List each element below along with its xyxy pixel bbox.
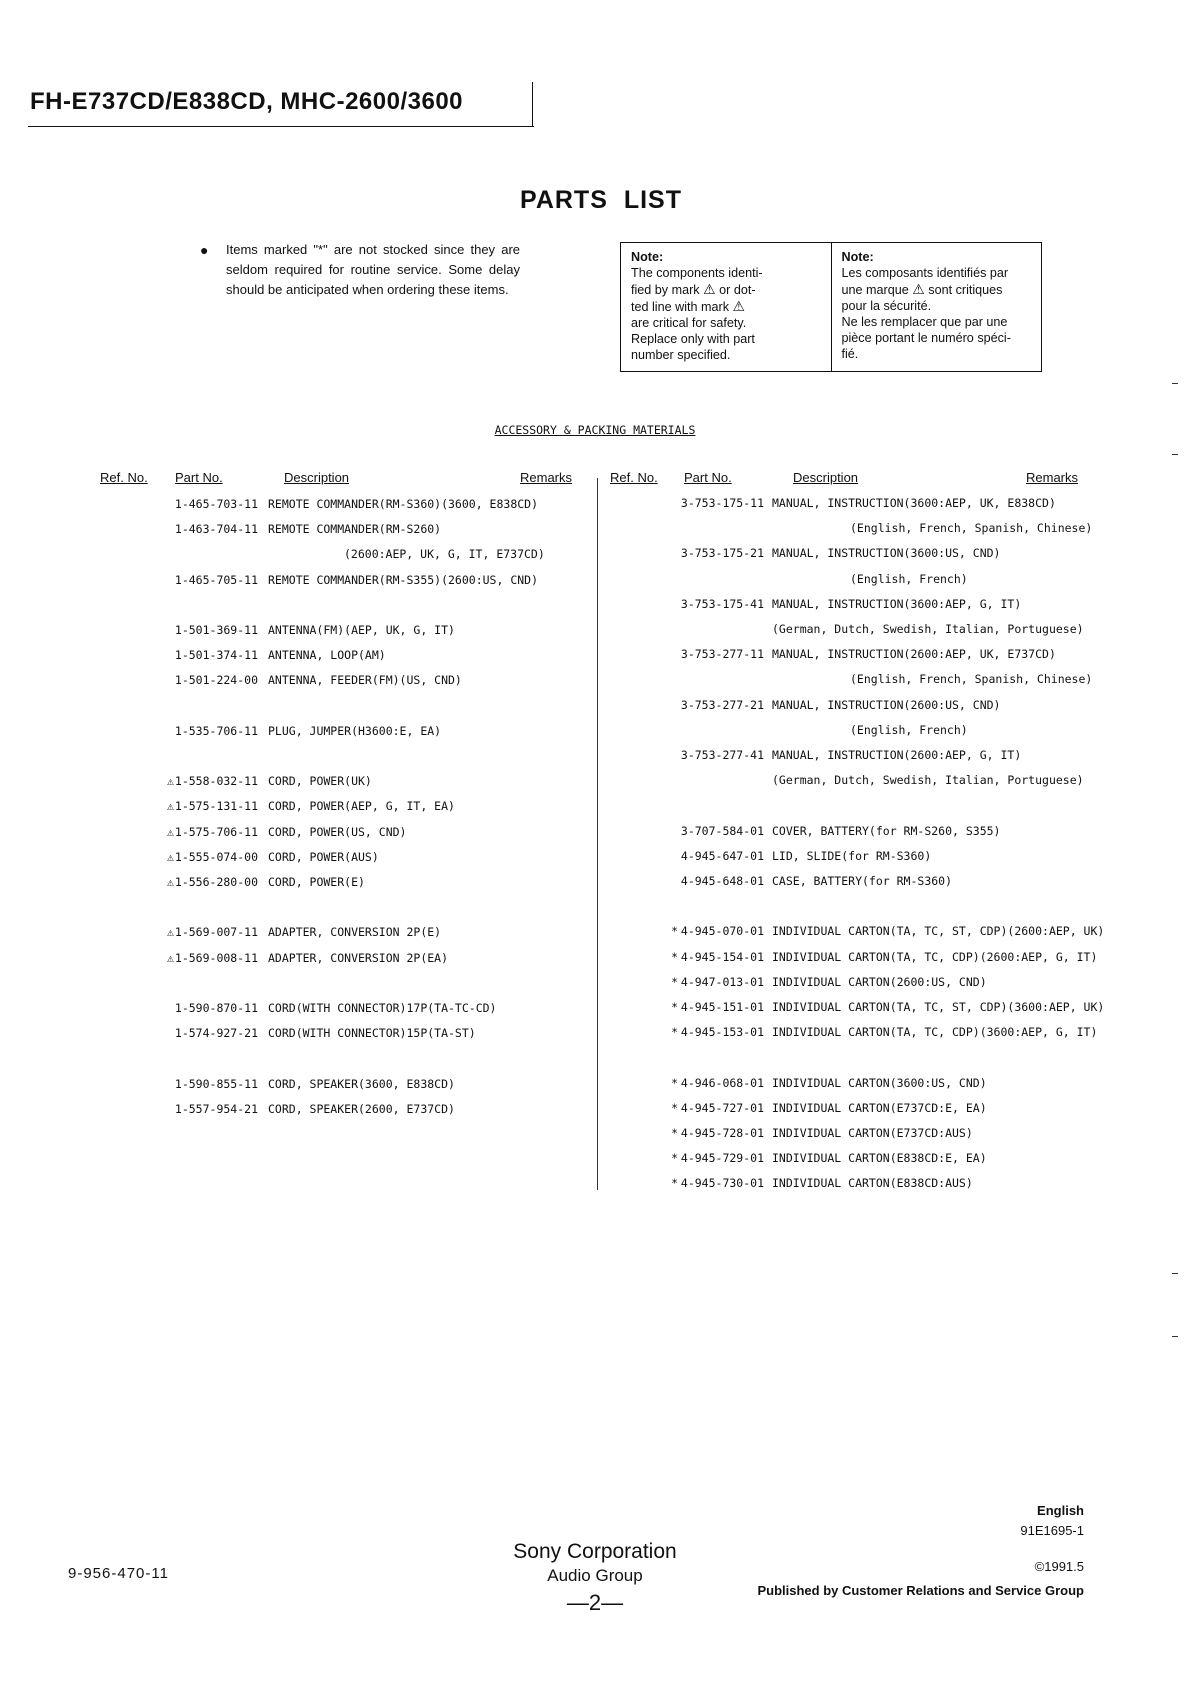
part-number: 3-753-175-41 xyxy=(680,596,764,611)
note-line: fied by mark ⚠ or dot- xyxy=(631,281,756,297)
part-number: 1-575-131-11 xyxy=(174,799,258,814)
part-number: 4-945-151-01 xyxy=(680,1000,764,1014)
margin-tick xyxy=(1172,454,1178,455)
header-underline xyxy=(28,126,534,127)
company-name: Sony Corporation xyxy=(513,1540,677,1563)
note-line: une marque ⚠ sont critiques xyxy=(841,281,1003,297)
not-stocked-mark: * xyxy=(671,1075,678,1090)
group-name: Audio Group xyxy=(547,1566,643,1585)
part-description: (English, French) xyxy=(850,571,968,586)
part-number: 4-945-648-01 xyxy=(680,874,764,888)
part-description: CORD, POWER(UK) xyxy=(268,774,372,789)
note-line: are critical for safety. xyxy=(631,316,747,330)
col-header-description: Description xyxy=(284,470,350,485)
part-number: 1-569-007-11 xyxy=(174,925,258,940)
note-line: fié. xyxy=(841,347,859,361)
part-number: 1-465-703-11 xyxy=(174,497,258,511)
part-description: COVER, BATTERY(for RM-S260, S355) xyxy=(772,823,1001,838)
part-number: 1-558-032-11 xyxy=(174,774,258,789)
part-number: 3-753-277-21 xyxy=(680,697,764,712)
part-description: REMOTE COMMANDER(RM-S355)(2600:US, CND) xyxy=(268,572,539,587)
warning-triangle-icon: ⚠ xyxy=(732,298,746,314)
page-number: —2— xyxy=(566,1590,624,1615)
col-header-part: Part No. xyxy=(684,470,732,485)
part-description: (English, French, Spanish, Chinese) xyxy=(850,672,1093,687)
part-number: 4-945-647-01 xyxy=(680,848,764,863)
part-number: 1-501-369-11 xyxy=(174,623,258,637)
warning-triangle-icon: ⚠ xyxy=(167,925,174,940)
not-stocked-mark: * xyxy=(671,949,678,964)
part-description: (German, Dutch, Swedish, Italian, Portuguese) xyxy=(772,622,1084,636)
model-header: FH-E737CD/E838CD, MHC-2600/3600 xyxy=(30,88,464,115)
part-number: 1-575-706-11 xyxy=(174,824,258,839)
not-stocked-mark: * xyxy=(671,974,678,989)
part-description: (English, French) xyxy=(850,722,968,737)
part-description: LID, SLIDE(for RM-S360) xyxy=(772,848,932,863)
part-number: 3-753-175-11 xyxy=(680,496,764,510)
part-number: 4-947-013-01 xyxy=(680,974,764,989)
note-line: pièce portant le numéro spéci- xyxy=(841,331,1011,345)
col-header-ref: Ref. No. xyxy=(610,470,658,485)
part-description: MANUAL, INSTRUCTION(2600:AEP, UK, E737CD) xyxy=(772,647,1056,662)
part-description: INDIVIDUAL CARTON(TA, TC, ST, CDP)(2600:AEP, UK) xyxy=(772,924,1105,939)
part-description: ANTENNA, LOOP(AM) xyxy=(268,648,386,663)
part-number: 1-501-224-00 xyxy=(174,673,258,688)
col-header-remarks: Remarks xyxy=(520,470,573,485)
col-header-ref: Ref. No. xyxy=(100,470,148,485)
part-description: (2600:AEP, UK, G, IT, E737CD) xyxy=(344,547,545,562)
part-number: 4-945-070-01 xyxy=(680,924,764,939)
not-stocked-mark: * xyxy=(671,1151,678,1166)
part-number: 4-945-728-01 xyxy=(680,1126,764,1140)
document-code: 9-956-470-11 xyxy=(68,1565,169,1582)
part-description: PLUG, JUMPER(H3600:E, EA) xyxy=(268,723,442,738)
safety-note-box xyxy=(620,242,1042,372)
part-number: 4-945-730-01 xyxy=(680,1176,764,1191)
part-number: 1-557-954-21 xyxy=(174,1101,258,1116)
part-description: INDIVIDUAL CARTON(TA, TC, CDP)(2600:AEP, G, IT) xyxy=(772,949,1098,964)
note-line: number specified. xyxy=(631,348,731,362)
part-description: INDIVIDUAL CARTON(E737CD:AUS) xyxy=(772,1126,973,1140)
note-title: Note: xyxy=(841,250,874,264)
part-description: CORD, POWER(AEP, G, IT, EA) xyxy=(268,799,455,814)
part-number: 1-590-855-11 xyxy=(174,1076,258,1091)
note-line: pour la sécurité. xyxy=(841,299,932,313)
part-description: REMOTE COMMANDER(RM-S360)(3600, E838CD) xyxy=(268,497,539,511)
part-number: 4-945-154-01 xyxy=(680,949,764,964)
part-number: 3-753-277-11 xyxy=(680,647,764,662)
copyright: ©1991.5 xyxy=(1034,1559,1084,1574)
print-code: 91E1695-1 xyxy=(1020,1523,1084,1538)
part-description: CORD, SPEAKER(2600, E737CD) xyxy=(268,1101,455,1116)
column-divider xyxy=(597,478,598,1190)
part-number: 3-753-277-41 xyxy=(680,748,764,762)
part-description: CORD, SPEAKER(3600, E838CD) xyxy=(268,1076,455,1091)
part-number: 1-465-705-11 xyxy=(174,572,258,587)
part-number: 1-556-280-00 xyxy=(174,875,258,889)
part-number: 4-945-153-01 xyxy=(680,1025,764,1040)
note-line: Les composants identifiés par xyxy=(841,266,1009,280)
part-number: 3-753-175-21 xyxy=(680,546,764,561)
part-number: 1-555-074-00 xyxy=(174,849,258,864)
publisher: Published by Customer Relations and Service Group xyxy=(757,1583,1084,1598)
part-description: CORD, POWER(AUS) xyxy=(268,849,379,864)
not-stocked-mark: * xyxy=(671,1000,678,1014)
warning-triangle-icon: ⚠ xyxy=(167,875,174,889)
language-label: English xyxy=(1037,1503,1084,1518)
not-stocked-mark: * xyxy=(671,1126,678,1140)
margin-tick xyxy=(1172,1336,1178,1337)
part-description: INDIVIDUAL CARTON(E838CD:AUS) xyxy=(772,1176,973,1191)
part-description: INDIVIDUAL CARTON(E838CD:E, EA) xyxy=(772,1151,987,1166)
not-stocked-mark: * xyxy=(671,924,678,939)
note-line: Replace only with part xyxy=(631,332,755,346)
part-description: INDIVIDUAL CARTON(E737CD:E, EA) xyxy=(772,1100,987,1115)
part-description: INDIVIDUAL CARTON(2600:US, CND) xyxy=(772,974,987,989)
section-title: ACCESSORY & PACKING MATERIALS xyxy=(494,423,696,437)
safety-note-english xyxy=(621,243,831,371)
part-description: CORD(WITH CONNECTOR)17P(TA-TC-CD) xyxy=(268,1001,497,1015)
part-description: INDIVIDUAL CARTON(TA, TC, ST, CDP)(3600:AEP, UK) xyxy=(772,1000,1105,1014)
margin-tick xyxy=(1172,383,1178,384)
note-line: ted line with mark ⚠ xyxy=(631,298,746,314)
part-number: 1-501-374-11 xyxy=(174,648,258,663)
not-stocked-mark: * xyxy=(671,1025,678,1040)
part-description: (English, French, Spanish, Chinese) xyxy=(850,521,1093,536)
warning-triangle-icon: ⚠ xyxy=(167,824,174,839)
part-number: 1-535-706-11 xyxy=(174,723,258,738)
part-description: MANUAL, INSTRUCTION(2600:US, CND) xyxy=(772,697,1001,712)
part-number: 1-463-704-11 xyxy=(174,522,258,537)
part-number: 4-945-727-01 xyxy=(680,1100,764,1115)
part-description: ANTENNA, FEEDER(FM)(US, CND) xyxy=(268,673,462,688)
part-number: 1-590-870-11 xyxy=(174,1001,258,1015)
page-title: PARTS LIST xyxy=(520,186,682,214)
note-title: Note: xyxy=(631,250,664,264)
stock-note xyxy=(200,240,520,300)
col-header-remarks: Remarks xyxy=(1026,470,1079,485)
part-description: INDIVIDUAL CARTON(3600:US, CND) xyxy=(772,1075,987,1090)
part-description: CASE, BATTERY(for RM-S360) xyxy=(772,874,953,888)
warning-triangle-icon: ⚠ xyxy=(703,281,716,297)
note-line: Ne les remplacer que par une xyxy=(841,315,1008,329)
part-description: ADAPTER, CONVERSION 2P(E) xyxy=(268,925,442,940)
not-stocked-mark: * xyxy=(671,1176,678,1191)
not-stocked-mark: * xyxy=(671,1100,678,1115)
part-description: REMOTE COMMANDER(RM-S260) xyxy=(268,522,442,537)
part-description: MANUAL, INSTRUCTION(3600:AEP, UK, E838CD) xyxy=(772,496,1056,510)
warning-triangle-icon: ⚠ xyxy=(167,849,174,864)
bullet-icon: ● xyxy=(200,242,209,258)
warning-triangle-icon: ⚠ xyxy=(912,281,925,297)
warning-triangle-icon: ⚠ xyxy=(167,950,174,965)
part-description: (German, Dutch, Swedish, Italian, Portuguese) xyxy=(772,773,1084,788)
part-number: 4-946-068-01 xyxy=(680,1075,764,1090)
part-description: CORD(WITH CONNECTOR)15P(TA-ST) xyxy=(268,1026,476,1041)
margin-tick xyxy=(1172,1273,1178,1274)
col-header-part: Part No. xyxy=(175,470,223,485)
col-header-description: Description xyxy=(793,470,859,485)
part-number: 3-707-584-01 xyxy=(680,823,764,838)
part-number: 1-574-927-21 xyxy=(174,1026,258,1041)
header-vertical-bar xyxy=(532,82,533,127)
part-description: MANUAL, INSTRUCTION(3600:AEP, G, IT) xyxy=(772,596,1022,611)
part-description: INDIVIDUAL CARTON(TA, TC, CDP)(3600:AEP, G, IT) xyxy=(772,1025,1098,1040)
safety-note-french xyxy=(831,243,1042,371)
stock-note-text: Items marked "*" are not stocked since they are seldom required for routine service. Some delay should be anticipated when ordering these items. xyxy=(226,242,520,297)
part-description: ADAPTER, CONVERSION 2P(EA) xyxy=(268,950,449,965)
part-number: 4-945-729-01 xyxy=(680,1151,764,1166)
warning-triangle-icon: ⚠ xyxy=(167,799,174,814)
part-description: MANUAL, INSTRUCTION(3600:US, CND) xyxy=(772,546,1001,561)
part-description: CORD, POWER(US, CND) xyxy=(268,824,407,839)
warning-triangle-icon: ⚠ xyxy=(167,774,174,789)
part-description: ANTENNA(FM)(AEP, UK, G, IT) xyxy=(268,623,455,637)
part-number: 1-569-008-11 xyxy=(174,950,258,965)
part-description: MANUAL, INSTRUCTION(2600:AEP, G, IT) xyxy=(772,748,1022,762)
note-line: The components identi- xyxy=(631,266,763,280)
part-description: CORD, POWER(E) xyxy=(268,875,365,889)
